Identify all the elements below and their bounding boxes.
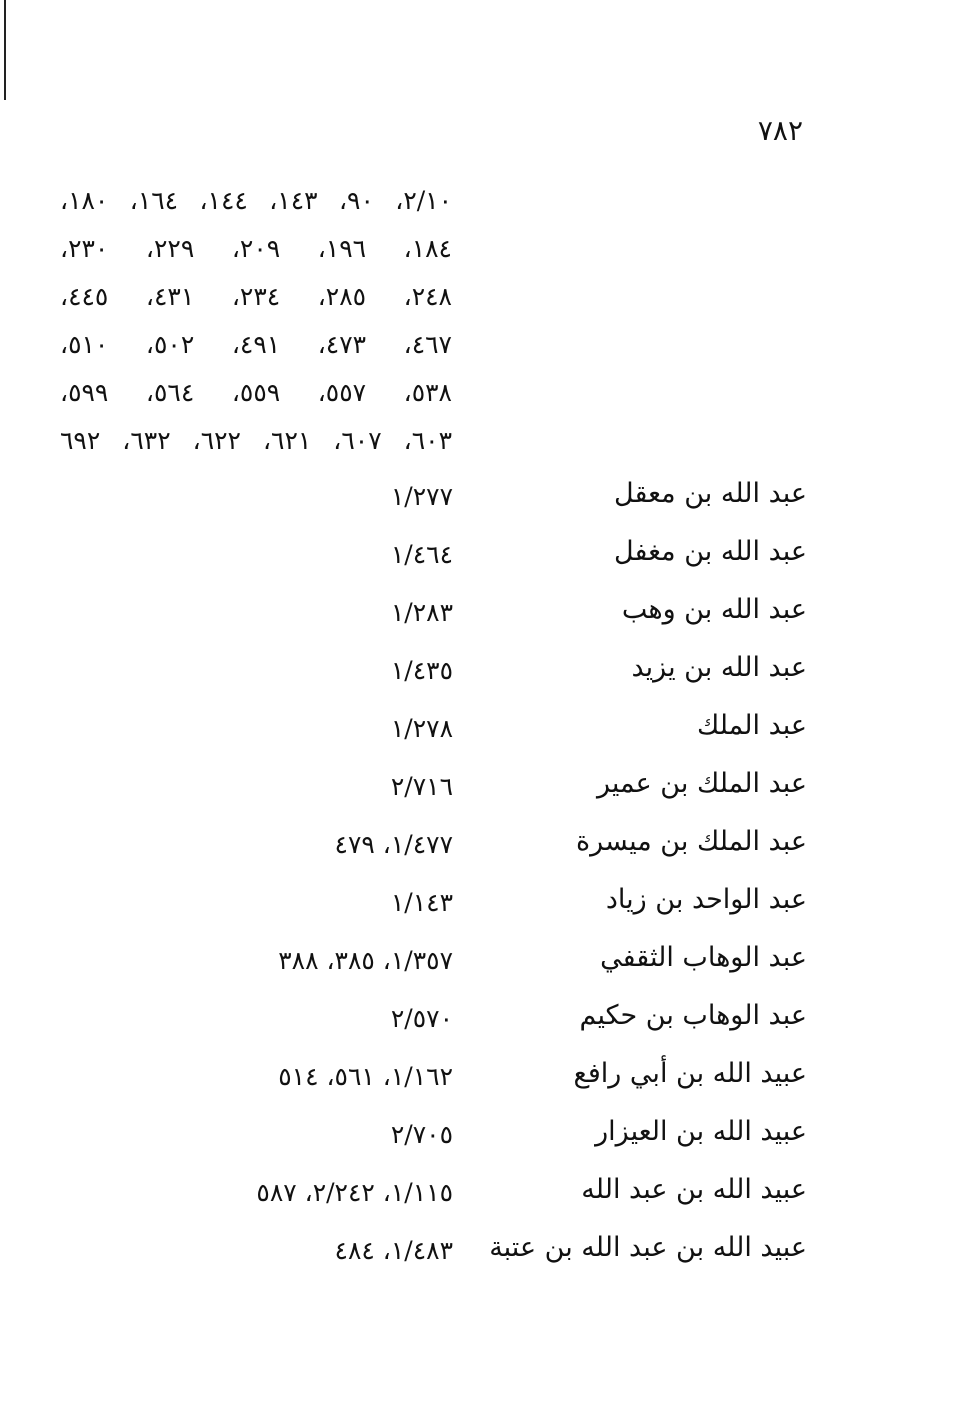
entry-name: عبد الله بن يزيد (631, 652, 807, 683)
entry-refs: ١/٤٨٣، ٤٨٤ (334, 1236, 453, 1265)
entry-refs: ١/٢٧٨ (390, 714, 453, 743)
entry-name: عبد الملك بن ميسرة (575, 826, 807, 857)
entry-refs: ٢/٥٧٠ (390, 1004, 453, 1033)
entry-name: عبيد الله بن العيزار (595, 1116, 807, 1147)
entry-name: عبد الله بن معقل (614, 478, 807, 509)
entry-name: عبيد الله بن عبد الله بن عتبة (489, 1232, 807, 1263)
entry-refs: ١/١١٥، ٢/٢٤٢، ٥٨٧ (256, 1178, 453, 1207)
entry-name: عبد الملك (696, 710, 807, 741)
continuation-line: ٢/١٠، ٩٠، ١٤٣، ١٤٤، ١٦٤، ١٨٠، (60, 186, 453, 215)
entry-refs: ١/٤٦٤ (390, 540, 453, 569)
entry-refs: ١/٢٧٧ (390, 482, 453, 511)
entry-name: عبيد الله بن عبد الله (581, 1174, 807, 1205)
entry-name: عبد الوهاب بن حكيم (579, 1000, 807, 1031)
entry-refs: ١/١٦٢، ٥٦١، ٥١٤ (278, 1062, 453, 1091)
entry-refs: ٢/٧١٦ (390, 772, 453, 801)
entry-refs: ١/٢٨٣ (390, 598, 453, 627)
entry-name: عبد الملك بن عمير (596, 768, 807, 799)
entry-name: عبد الواحد بن زياد (605, 884, 807, 915)
page-edge-line (4, 0, 6, 100)
entry-name: عبد الله بن وهب (621, 594, 807, 625)
entry-refs: ٢/٧٠٥ (390, 1120, 453, 1149)
entry-name: عبد الله بن مغفل (614, 536, 807, 567)
continuation-line: ٦٠٣، ٦٠٧، ٦٢١، ٦٢٢، ٦٣٢، ٦٩٢ (60, 426, 453, 455)
entry-refs: ١/١٤٣ (390, 888, 453, 917)
entry-name: عبد الوهاب الثقفي (600, 942, 807, 973)
continuation-line: ٥٣٨، ٥٥٧، ٥٥٩، ٥٦٤، ٥٩٩، (60, 378, 452, 407)
continuation-line: ٤٦٧، ٤٧٣، ٤٩١، ٥٠٢، ٥١٠، (60, 330, 452, 359)
entry-refs: ١/٤٣٥ (390, 656, 453, 685)
page-number: ٧٨٢ (757, 114, 803, 147)
continuation-line: ١٨٤، ١٩٦، ٢٠٩، ٢٢٩، ٢٣٠، (60, 234, 452, 263)
entry-name: عبيد الله بن أبي رافع (573, 1058, 807, 1089)
continuation-line: ٢٤٨، ٢٨٥، ٢٣٤، ٤٣١، ٤٤٥، (60, 282, 452, 311)
entry-refs: ١/٣٥٧، ٣٨٥، ٣٨٨ (278, 946, 453, 975)
entry-refs: ١/٤٧٧، ٤٧٩ (334, 830, 453, 859)
